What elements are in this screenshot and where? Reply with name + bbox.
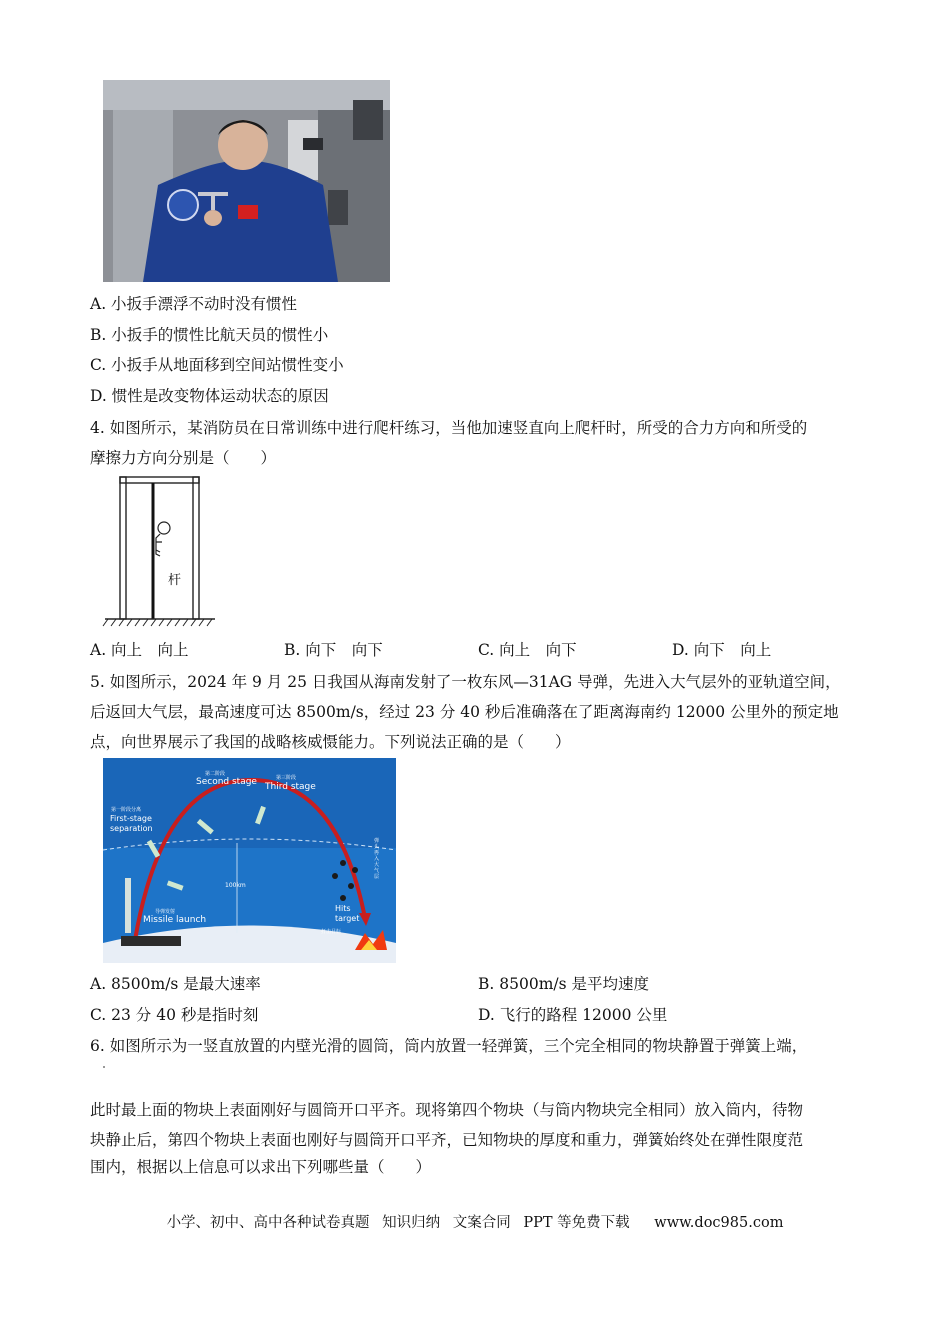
footer-url[interactable]: www.doc985.com: [654, 1215, 784, 1231]
label-second-stage-cn: 第二阶段: [205, 771, 226, 777]
q3-option-c: C. 小扳手从地面移到空间站惯性变小: [90, 356, 344, 374]
pole-label: 杆: [168, 573, 182, 588]
q6-stem-line-3: 块静止后，第四个物块上表面也刚好与圆筒开口平齐，已知物块的厚度和重力，弹簧始终处在弹性限度范: [90, 1131, 804, 1149]
q5-option-a: A. 8500m/s 是最大速率: [90, 975, 261, 993]
pole-climbing-figure: [100, 472, 220, 632]
label-first-stage-en: First-stage separation: [110, 814, 153, 833]
q5-option-b: B. 8500m/s 是平均速度: [478, 975, 649, 993]
stray-mark: [103, 1066, 105, 1068]
label-third-stage-cn: 第三阶段: [276, 775, 297, 781]
label-third-stage-en: Third stage: [265, 782, 316, 792]
footer-text-4: PPT 等免费下载: [523, 1215, 630, 1231]
missile-trajectory-figure: [103, 758, 396, 963]
q4-option-c: C. 向上 向下: [478, 641, 577, 659]
q4-option-d: D. 向下 向上: [672, 641, 772, 659]
q6-stem-line-1: 6. 如图所示为一竖直放置的内壁光滑的圆筒，筒内放置一轻弹簧，三个完全相同的物块静置于弹簧上端，: [90, 1037, 808, 1055]
q5-option-c: C. 23 分 40 秒是指时刻: [90, 1006, 259, 1024]
q4-stem-line-1: 4. 如图所示，某消防员在日常训练中进行爬杆练习，当他加速竖直向上爬杆时，所受的合力方向和所受的: [90, 419, 808, 437]
label-hits-target-cn: 打击目标: [321, 929, 342, 935]
label-second-stage-en: Second stage: [196, 777, 257, 787]
q5-stem-line-1: 5. 如图所示，2024 年 9 月 25 日我国从海南发射了一枚东风—31AG 导弹，先进入大气层外的亚轨道空间，: [90, 673, 841, 691]
footer-text-2: 知识归纳: [382, 1215, 441, 1231]
label-launch-en: Missile launch: [143, 915, 207, 925]
label-hits-target-en: Hits target: [335, 904, 360, 923]
q4-option-b: B. 向下 向下: [284, 641, 383, 659]
q3-option-a: A. 小扳手漂浮不动时没有惯性: [90, 295, 298, 313]
q3-option-d: D. 惯性是改变物体运动状态的原因: [90, 387, 329, 405]
q6-stem-line-2: 此时最上面的物块上表面刚好与圆筒开口平齐。现将第四个物块（与筒内物块完全相同）放入筒内，待物: [90, 1101, 804, 1119]
q4-option-a: A. 向上 向上: [90, 641, 189, 659]
footer-text-1: 小学、初中、高中各种试卷真题: [166, 1215, 370, 1231]
astronaut-photo: [103, 80, 390, 282]
q6-stem-line-4: 围内，根据以上信息可以求出下列哪些量（ ）: [90, 1158, 432, 1176]
label-launch-cn: 导弹发射: [155, 909, 176, 915]
q5-stem-line-2: 后返回大气层，最高速度可达 8500m/s，经过 23 分 40 秒后准确落在了距离海南约 12000 公里外的预定地: [90, 703, 839, 721]
label-first-stage-cn: 第一阶段分离: [111, 807, 142, 813]
label-altitude: 100km: [225, 882, 246, 889]
page-footer: [0, 1213, 950, 1233]
q5-stem-line-3: 点，向世界展示了我国的战略核威慑能力。下列说法正确的是（ ）: [90, 733, 571, 751]
q5-option-d: D. 飞行的路程 12000 公里: [478, 1006, 668, 1024]
q3-option-b: B. 小扳手的惯性比航天员的惯性小: [90, 326, 329, 344]
q4-stem-line-2: 摩擦力方向分别是（ ）: [90, 449, 277, 467]
footer-text-3: 文案合同: [452, 1215, 511, 1231]
label-reentry-cn: 弹头再入大气层: [374, 838, 380, 880]
